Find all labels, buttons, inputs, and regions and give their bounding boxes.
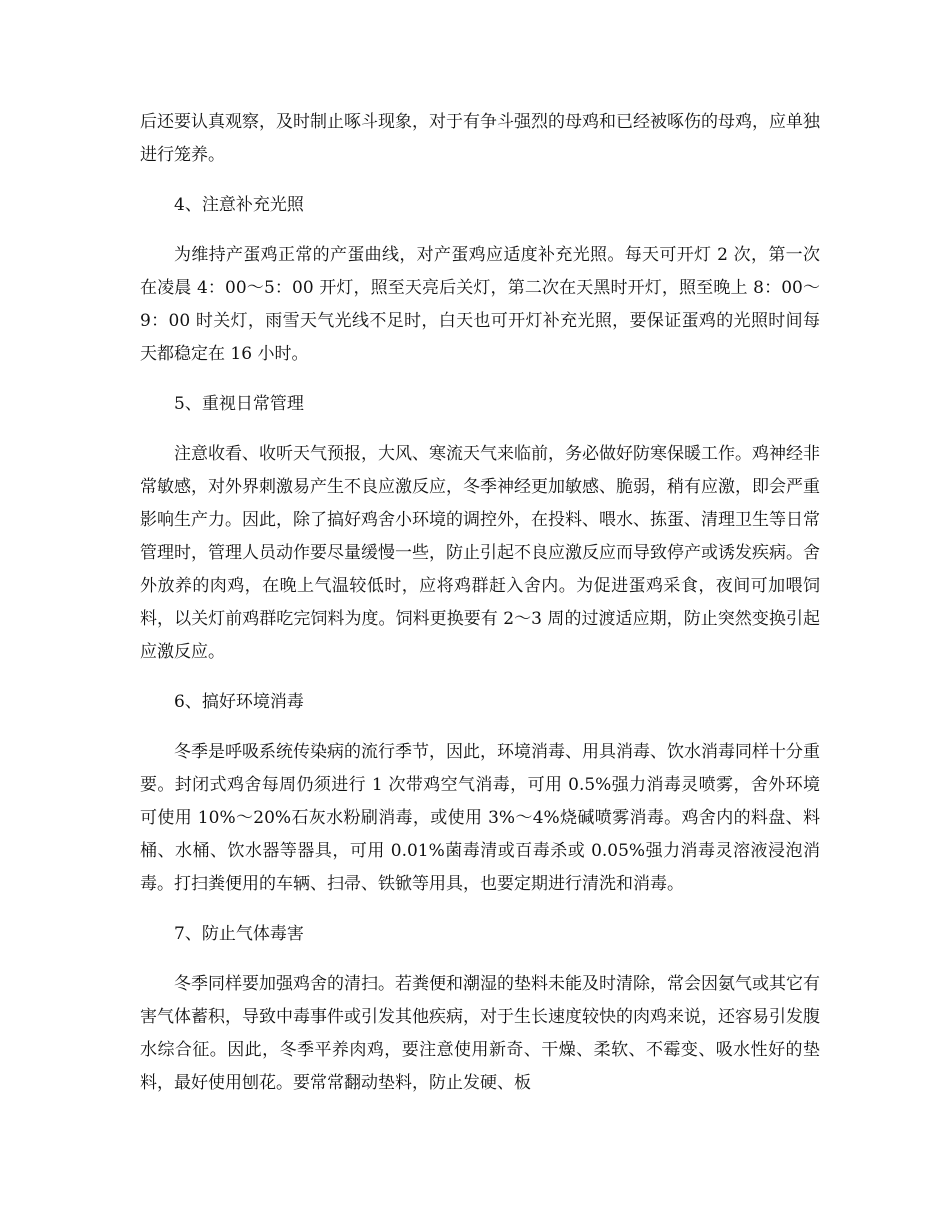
document-body — [140, 106, 820, 1117]
paragraph-lighting: 为维持产蛋鸡正常的产蛋曲线，对产蛋鸡应适度补充光照。每天可开灯 2 次，第一次在凌晨 4：00～5：00 开灯，照至天亮后关灯，第二次在天黑时开灯，照至晚上 8：00～9：00 时关灯，雨雪天气光线不足时，白天也可开灯补充光照，要保证蛋鸡的光照时间每天都稳定在 16 小时。 — [140, 245, 820, 364]
paragraph-disinfection: 冬季是呼吸系统传染病的流行季节，因此，环境消毒、用具消毒、饮水消毒同样十分重要。封闭式鸡舍每周仍须进行 1 次带鸡空气消毒，可用 0.5%强力消毒灵喷雾，舍外环境可使用 10%～20%石灰水粉刷消毒，或使用 3%～4%烧碱喷雾消毒。鸡舍内的料盘、料桶、水桶、饮水器等器具，可用 0.01%菌毒清或百毒杀或 0.05%强力消毒灵溶液浸泡消毒。打扫粪便用的车辆、扫帚、铁锨等用具，也要定期进行清洗和消毒。 — [140, 742, 820, 894]
paragraph-gas-poisoning: 冬季同样要加强鸡舍的清扫。若粪便和潮湿的垫料未能及时清除，常会因氨气或其它有害气体蓄积，导致中毒事件或引发其他疾病，对于生长速度较快的肉鸡来说，还容易引发腹水综合征。因此，冬季平养肉鸡，要注意使用新奇、干燥、柔软、不霉变、吸水性好的垫料，最好使用刨花。要常常翻动垫料，防止发硬、板 — [140, 974, 820, 1093]
paragraph-daily-management: 注意收看、收听天气预报，大风、寒流天气来临前，务必做好防寒保暖工作。鸡神经非常敏感，对外界刺激易产生不良应激反应，冬季神经更加敏感、脆弱，稍有应激，即会严重影响生产力。因此，除了搞好鸡舍小环境的调控外，在投料、喂水、拣蛋、清理卫生等日常管理时，管理人员动作要尽量缓慢一些，防止引起不良应激反应而导致停产或诱发疾病。舍外放养的肉鸡，在晚上气温较低时，应将鸡群赶入舍内。为促进蛋鸡采食，夜间可加喂饲料，以关灯前鸡群吃完饲料为度。饲料更换要有 2～3 周的过渡适应期，防止突然变换引起应激反应。 — [140, 444, 820, 662]
section-heading-disinfection: 6、搞好环境消毒 — [174, 692, 304, 712]
section-heading-daily-management: 5、重视日常管理 — [174, 394, 304, 414]
section-heading-lighting: 4、注意补充光照 — [174, 195, 304, 215]
section-heading-gas-poisoning: 7、防止气体毒害 — [174, 924, 304, 944]
paragraph-continuation: 后还要认真观察，及时制止啄斗现象，对于有争斗强烈的母鸡和已经被啄伤的母鸡，应单独进行笼养。 — [140, 112, 820, 165]
